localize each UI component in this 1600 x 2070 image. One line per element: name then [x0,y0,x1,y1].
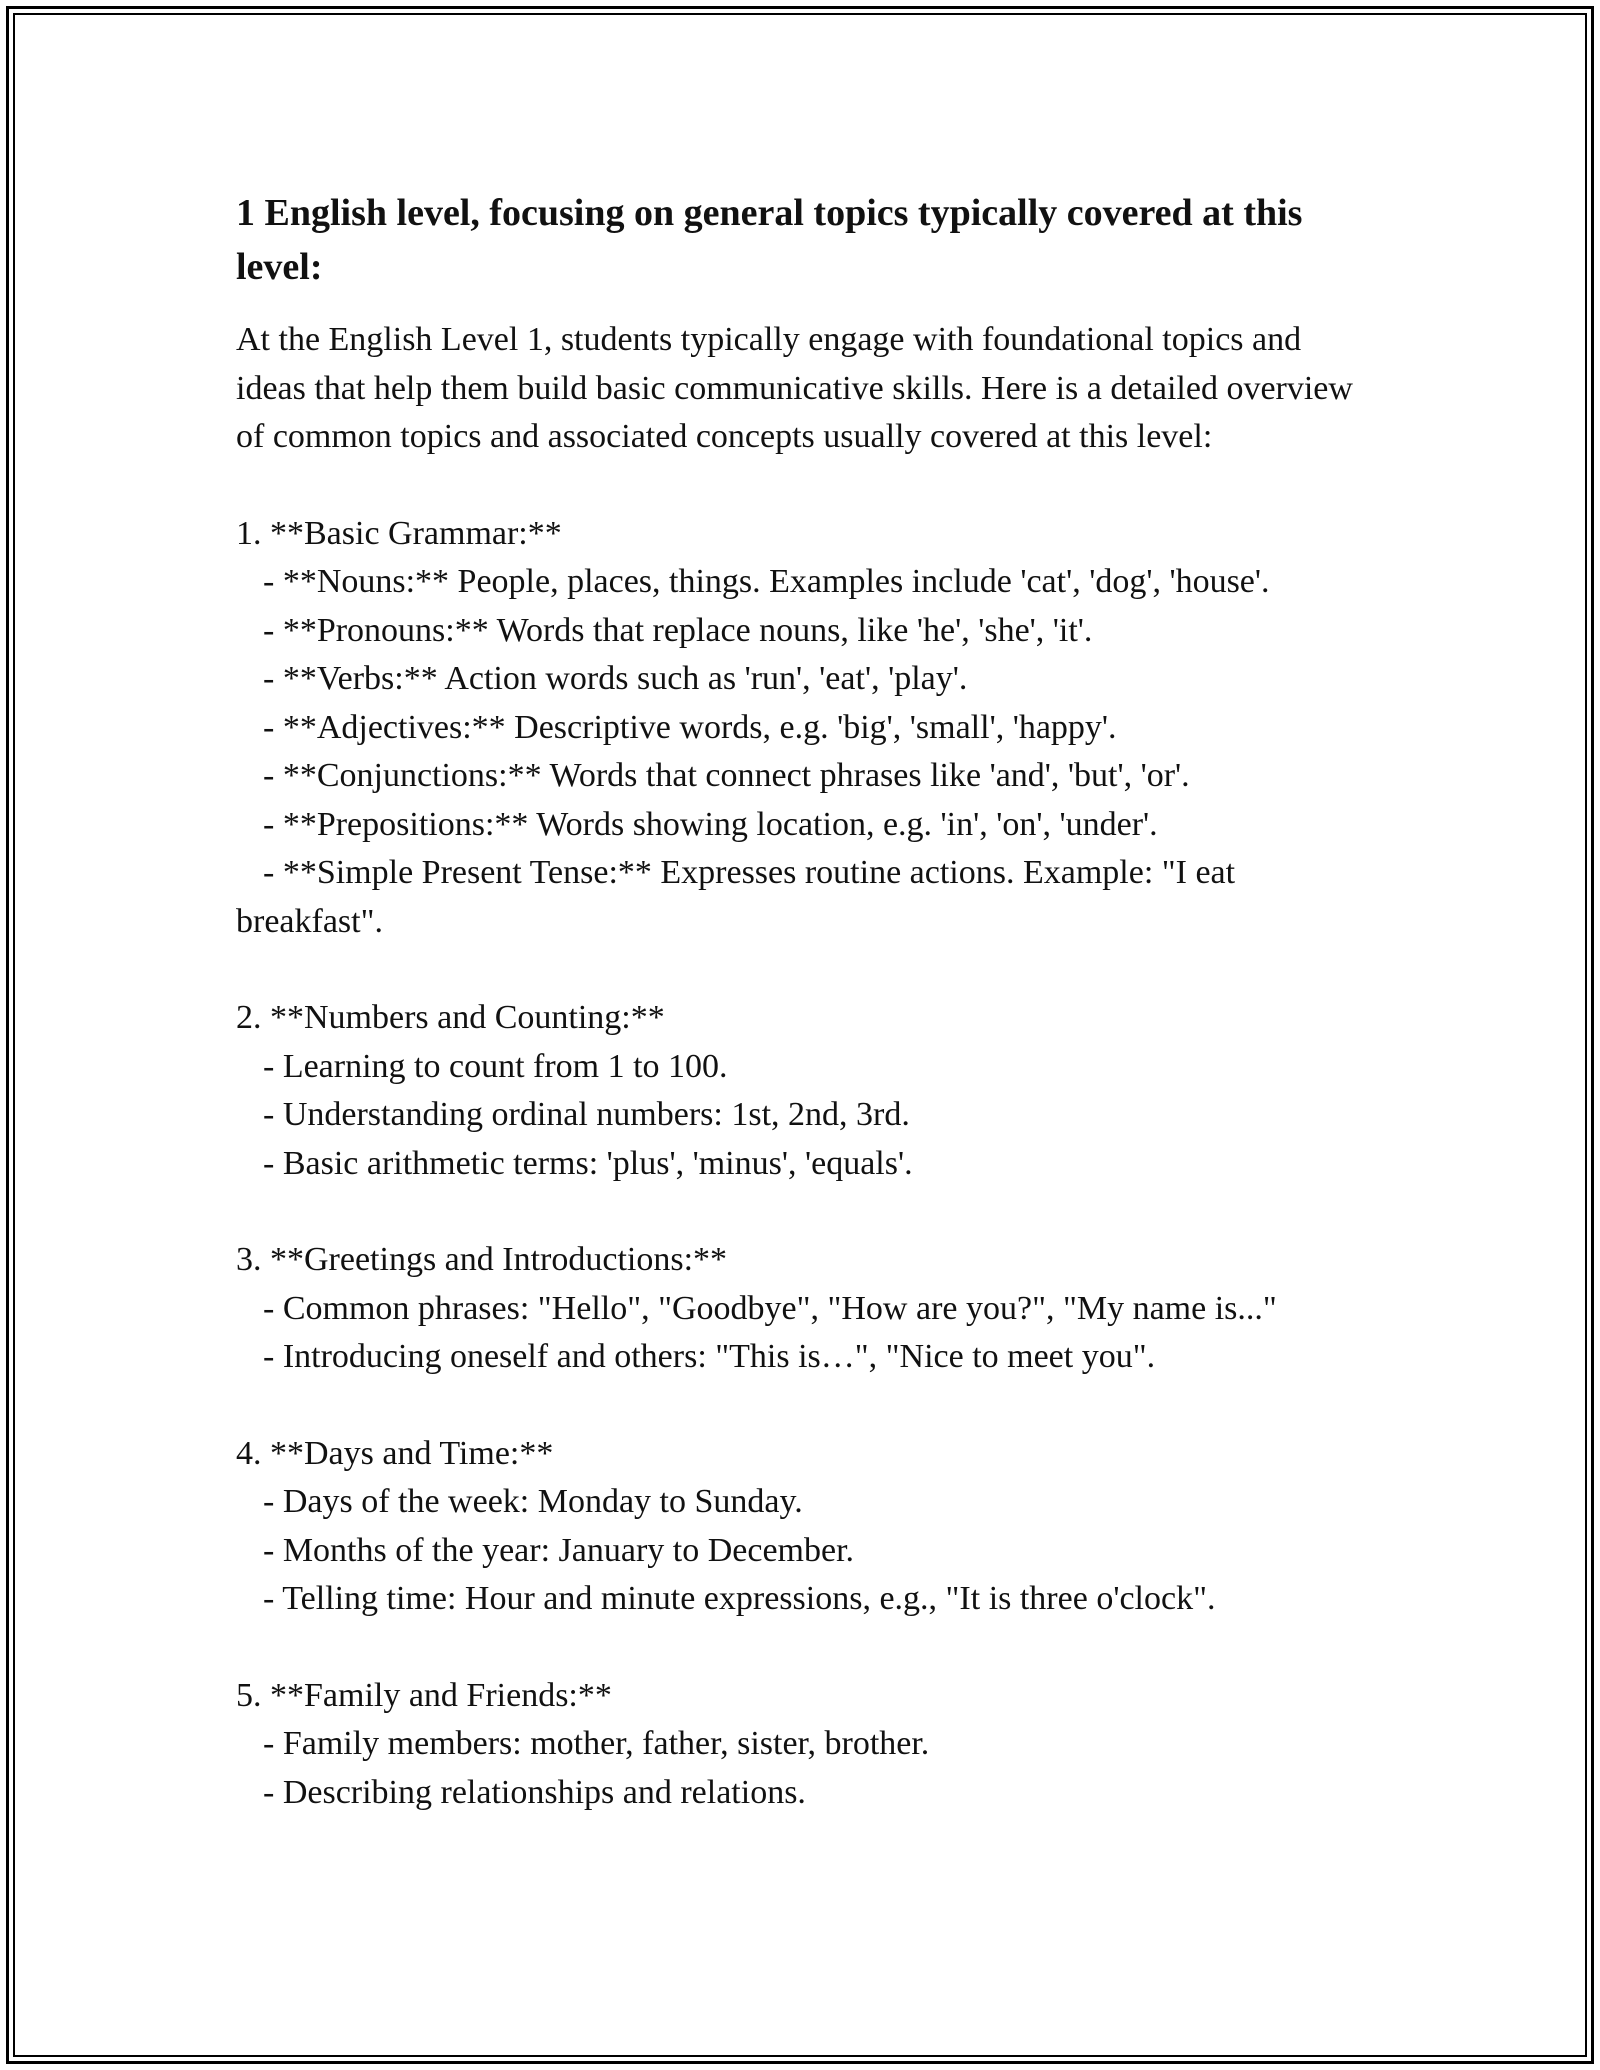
section-numbers-counting [236,994,1376,1188]
list-item: - Days of the week: Monday to Sunday. [263,1483,803,1520]
list-item: - **Verbs:** Action words such as 'run', 'eat', 'play'. [263,660,968,697]
document-body [236,186,1376,1865]
section-family-friends [236,1672,1376,1818]
list-item: - Basic arithmetic terms: 'plus', 'minus', 'equals'. [263,1144,913,1182]
list-item: - Introducing oneself and others: "This is…", "Nice to meet you". [263,1338,1156,1375]
list-item: - Understanding ordinal numbers: 1st, 2nd, 3rd. [263,1096,910,1133]
list-item: - Describing relationships and relations. [263,1773,806,1811]
list-item: - Common phrases: "Hello", "Goodbye", "How are you?", "My name is..." [263,1289,1277,1327]
list-item: - **Nouns:** People, places, things. Examples include 'cat', 'dog', 'house'. [263,563,1270,600]
list-item: - **Adjectives:** Descriptive words, e.g. 'big', 'small', 'happy'. [263,708,1117,746]
list-item: - **Prepositions:** Words showing location, e.g. 'in', 'on', 'under'. [263,805,1158,843]
list-item: - Months of the year: January to December. [263,1531,855,1569]
list-item: - Telling time: Hour and minute expressions, e.g., "It is three o'clock". [263,1580,1216,1617]
section-heading: 4. **Days and Time:** [236,1434,554,1472]
list-item: - **Simple Present Tense:** Expresses routine actions. Example: "I eat breakfast". [236,854,1236,940]
section-heading: 3. **Greetings and Introductions:** [236,1241,728,1278]
section-heading: 1. **Basic Grammar:** [236,514,562,552]
section-days-time [236,1430,1376,1624]
list-item: - Family members: mother, father, sister, brother. [263,1725,930,1762]
section-heading: 2. **Numbers and Counting:** [236,999,665,1036]
section-basic-grammar [236,510,1376,947]
list-item: - **Pronouns:** Words that replace nouns, like 'he', 'she', 'it'. [263,611,1093,649]
section-heading: 5. **Family and Friends:** [236,1676,612,1714]
list-item: - **Conjunctions:** Words that connect phrases like 'and', 'but', 'or'. [263,757,1190,794]
document-title: 1 English level, focusing on general topics typically covered at this level: [236,192,1303,288]
section-greetings [236,1236,1376,1382]
list-item: - Learning to count from 1 to 100. [263,1047,728,1085]
intro-paragraph: At the English Level 1, students typically engage with foundational topics and ideas that help them build basic communicative skills. Here is a detailed overview of common topics and associated concepts usually covered at this level: [236,321,1353,455]
